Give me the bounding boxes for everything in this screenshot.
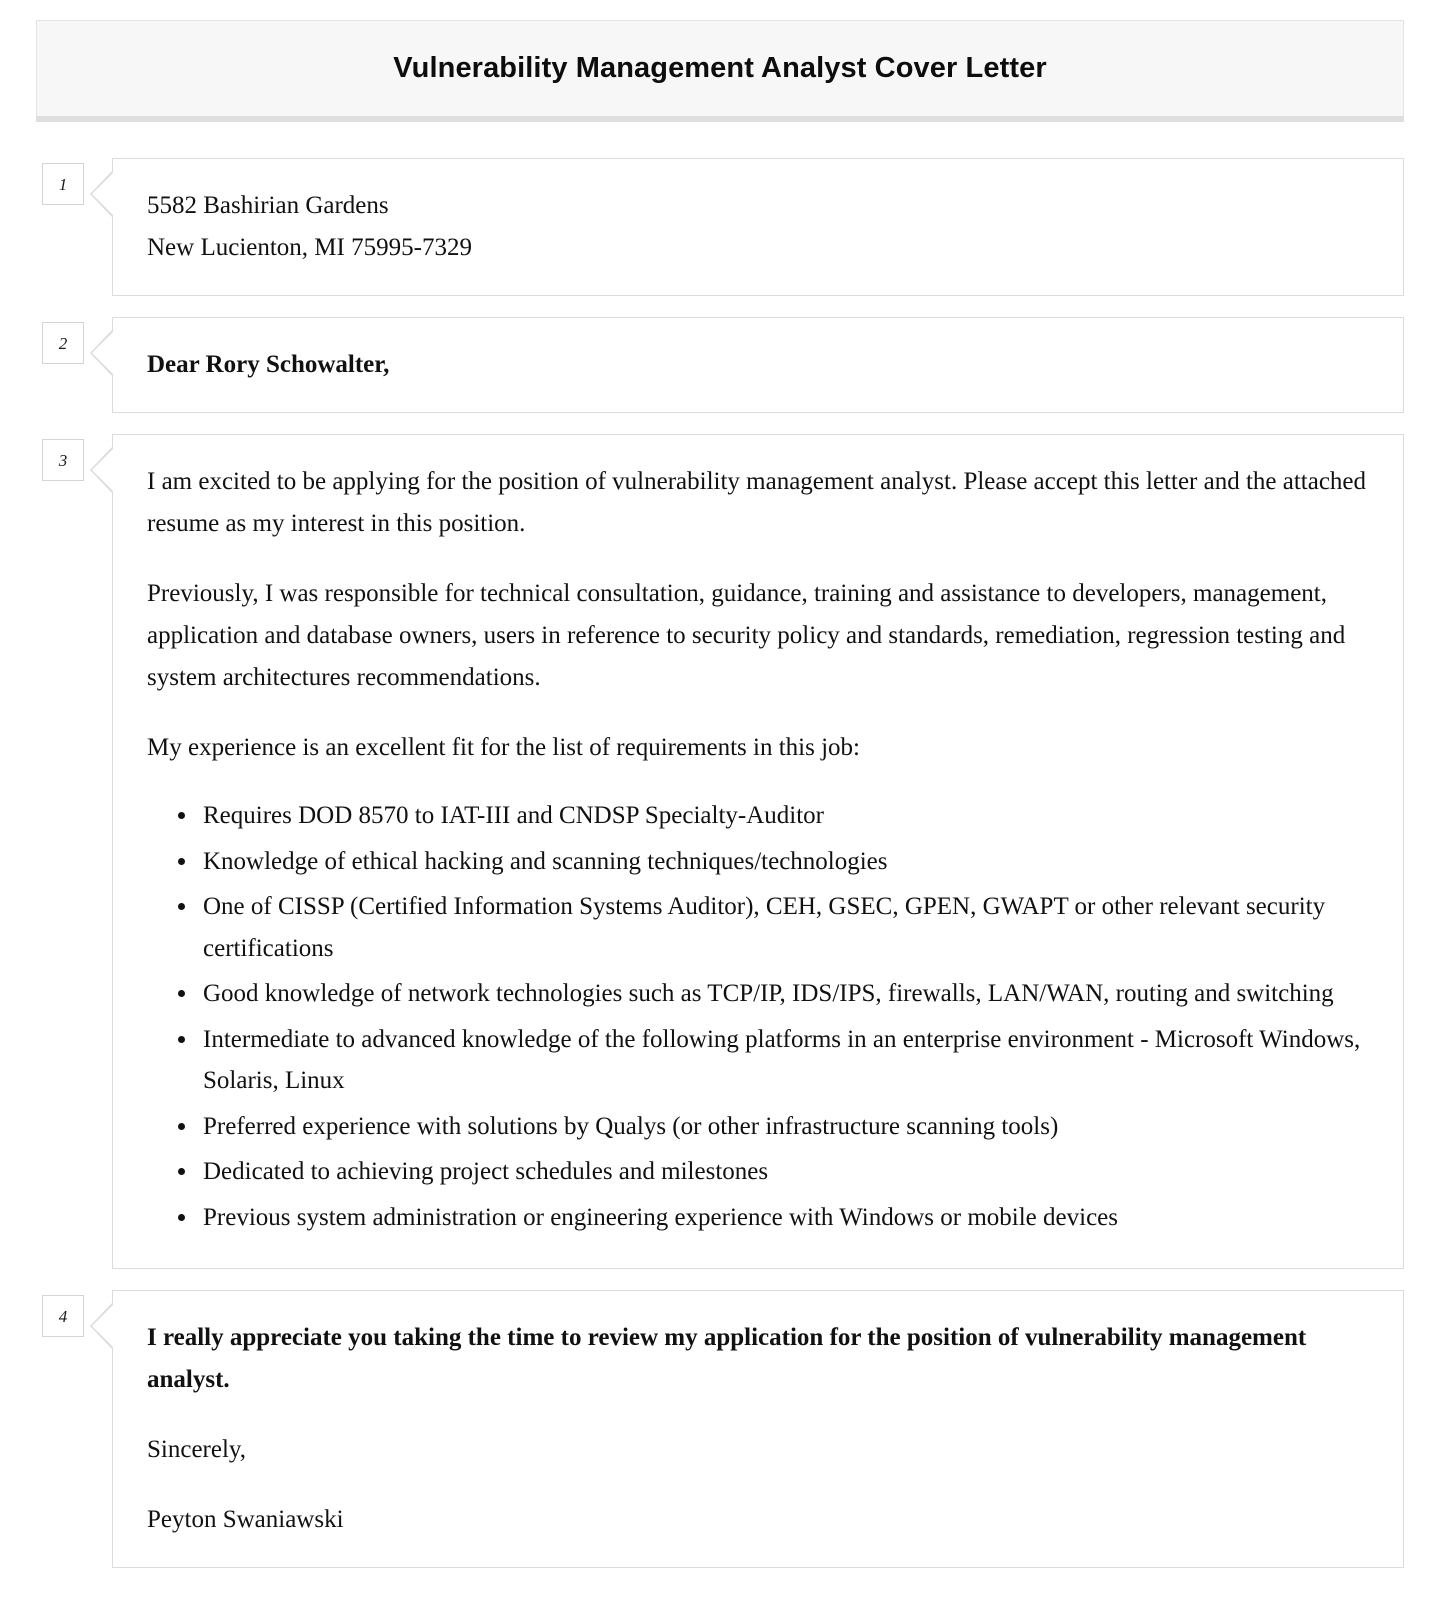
list-item: • Good knowledge of network technologies such as TCP/IP, IDS/IPS, firewalls, LAN/WAN, routing and switching bbox=[199, 973, 1373, 1015]
body-paragraph-3: My experience is an excellent fit for the list of requirements in this job: bbox=[147, 734, 860, 761]
page-title: Vulnerability Management Analyst Cover Letter bbox=[393, 52, 1047, 85]
address-bubble bbox=[112, 158, 1404, 296]
salutation-bubble bbox=[112, 317, 1404, 413]
list-item: • Dedicated to achieving project schedules and milestones bbox=[199, 1151, 1373, 1193]
list-item: • Preferred experience with solutions by Qualys (or other infrastructure scanning tools) bbox=[199, 1106, 1373, 1148]
list-item: • Knowledge of ethical hacking and scanning techniques/technologies bbox=[199, 841, 1373, 883]
callout-number-badge-4: 4 bbox=[42, 1295, 84, 1337]
closing-statement: I really appreciate you taking the time to review my application for the position of vulnerability management analyst. bbox=[147, 1324, 1307, 1393]
cover-letter-page bbox=[0, 20, 1440, 1568]
address-line-2: New Lucienton, MI 75995-7329 bbox=[147, 234, 472, 261]
list-item: • Requires DOD 8570 to IAT-III and CNDSP Specialty-Auditor bbox=[199, 795, 1373, 837]
sign-off: Sincerely, bbox=[147, 1436, 247, 1463]
document-header bbox=[36, 20, 1404, 122]
address-line-1: 5582 Bashirian Gardens bbox=[147, 192, 389, 219]
salutation-text: Dear Rory Schowalter, bbox=[147, 351, 390, 378]
signature-name: Peyton Swaniawski bbox=[147, 1506, 344, 1533]
body-paragraph-2: Previously, I was responsible for technical consultation, guidance, training and assistance to developers, management, application and database owners, users in reference to security policy and standards, remediation, regression testing and system architectures recommendations. bbox=[147, 580, 1346, 691]
callout-number-badge-1: 1 bbox=[42, 163, 84, 205]
closing-bubble bbox=[112, 1290, 1404, 1568]
address-paragraph bbox=[147, 185, 1373, 269]
callout-body bbox=[36, 434, 1404, 1269]
body-bubble bbox=[112, 434, 1404, 1269]
callout-number-badge-2: 2 bbox=[42, 322, 84, 364]
list-item: • Previous system administration or engineering experience with Windows or mobile devices bbox=[199, 1197, 1373, 1239]
list-item: • Intermediate to advanced knowledge of the following platforms in an enterprise environment - Microsoft Windows, Solaris, Linux bbox=[199, 1019, 1373, 1102]
requirements-list bbox=[147, 795, 1373, 1238]
callout-salutation bbox=[36, 317, 1404, 413]
callout-address bbox=[36, 158, 1404, 296]
list-item: • One of CISSP (Certified Information Systems Auditor), CEH, GSEC, GPEN, GWAPT or other relevant security certifications bbox=[199, 886, 1373, 969]
body-paragraph-1: I am excited to be applying for the position of vulnerability management analyst. Please accept this letter and the attached resume as my interest in this position. bbox=[147, 468, 1367, 537]
callout-number-badge-3: 3 bbox=[42, 439, 84, 481]
callout-closing bbox=[36, 1290, 1404, 1568]
